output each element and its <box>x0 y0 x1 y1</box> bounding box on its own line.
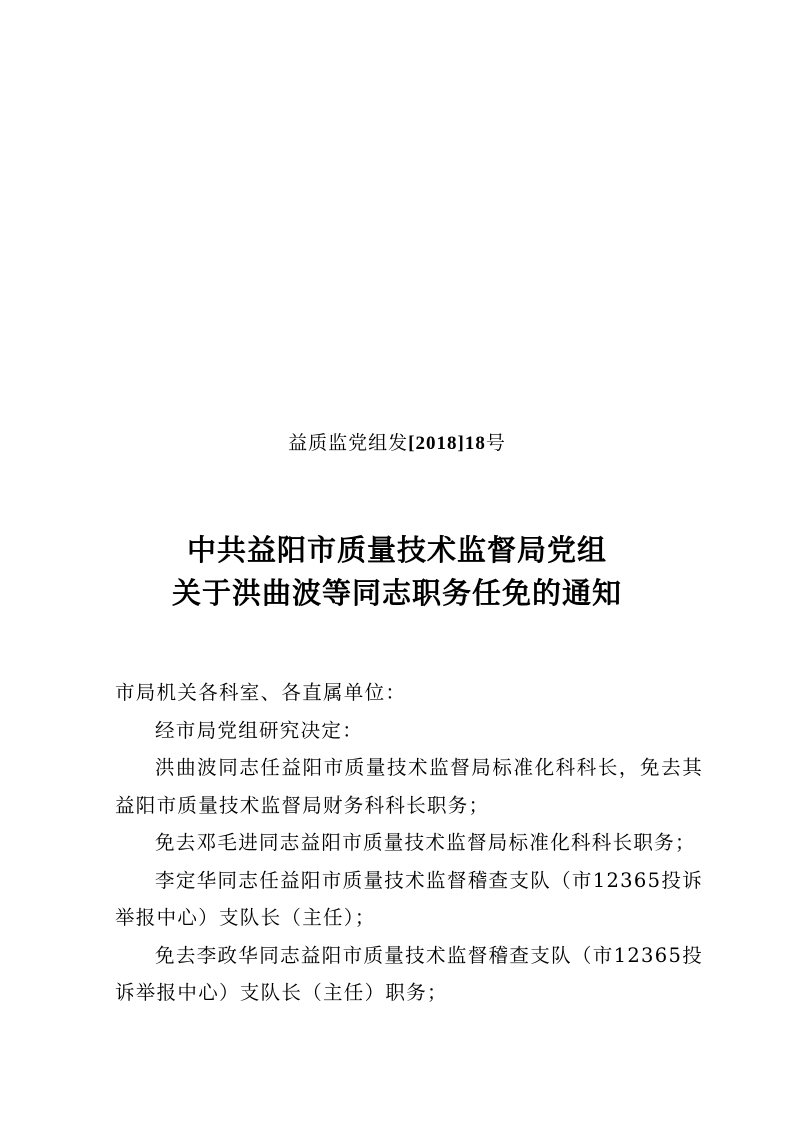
document-body <box>115 674 703 1012</box>
body-paragraph: 免去李政华同志益阳市质量技术监督稽查支队（市12365投诉举报中心）支队长（主任）职务； <box>115 943 703 1004</box>
document-title-line-2: 关于洪曲波等同志职务任免的通知 <box>171 576 622 610</box>
doc-number-prefix: 益质监党组发 <box>288 432 409 454</box>
body-paragraph: 洪曲波同志任益阳市质量技术监督局标准化科科长，免去其益阳市质量技术监督局财务科科长职务； <box>115 756 703 817</box>
body-paragraph: 经市局党组研究决定： <box>155 718 364 742</box>
body-paragraph: 李定华同志任益阳市质量技术监督稽查支队（市12365投诉举报中心）支队长（主任）； <box>115 868 703 929</box>
doc-number-code: [2018]18 <box>408 433 486 454</box>
body-paragraph: 免去邓毛进同志益阳市质量技术监督局标准化科科长职务； <box>155 831 696 854</box>
document-number <box>0 428 794 455</box>
salutation: 市局机关各科室、各直属单位： <box>115 681 407 704</box>
doc-number-suffix: 号 <box>485 432 506 454</box>
document-title-line-1: 中共益阳市质量技术监督局党组 <box>186 533 607 567</box>
